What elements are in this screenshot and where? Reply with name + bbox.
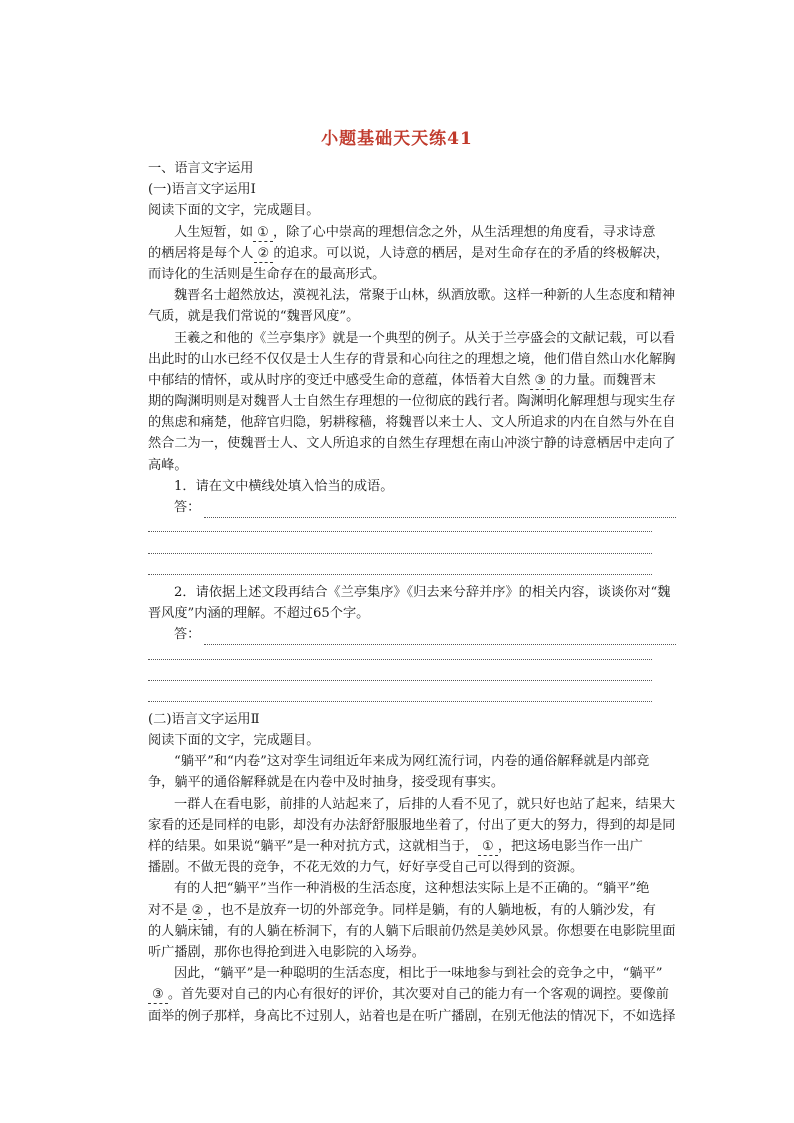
blank-1[interactable]: ①: [253, 225, 273, 242]
blank-2[interactable]: ②: [254, 246, 274, 263]
blank-3[interactable]: ③: [148, 987, 168, 1004]
document-body: [148, 158, 676, 1027]
section-heading: 一、语言文字运用: [148, 161, 254, 176]
question-2: 2．请依据上述文段再结合《兰亭集序》《归去来兮辞并序》的相关内容，谈谈你对“魏: [174, 584, 671, 600]
paragraph-line: ③ 。首先要对自己的内心有很好的评价，其次要对自己的能力有一个客观的调控。要像前: [148, 984, 676, 1005]
paragraph-line: 的焦虑和痛楚，他辞官归隐，躬耕稼穑，将魏晋以来士人、文人所追求的内在自然与外在自: [148, 415, 676, 431]
paragraph-line: 期的陶渊明则是对魏晋人士自然生存理想的一位彻底的践行者。陶渊明化解理想与现实生存: [148, 394, 676, 410]
paragraph-line: 对不是 ② ，也不是放弃一切的外部竞争。同样是躺，有的人躺地板，有的人躺沙发，有: [148, 902, 656, 918]
question-1: 1．请在文中横线处填入恰当的成语。: [174, 478, 394, 494]
paragraph-line: 王羲之和他的《兰亭集序》就是一个典型的例子。从关于兰亭盛会的文献记载，可以看: [174, 330, 676, 346]
paragraph-line: 样的结果。如果说“躺平”是一种对抗方式，这就相当于， ① ，把这场电影当作一出广: [148, 839, 643, 854]
answer-line[interactable]: [148, 518, 676, 539]
instruction-1: 阅读下面的文字，完成题目。: [148, 203, 320, 219]
paragraph-line: 家看的还是同样的电影，却没有办法舒舒服服地坐着了，付出了更大的努力，得到的却是同: [148, 817, 676, 833]
paragraph-line: 因此，“躺平”是一种聪明的生活态度，相比于一味地参与到社会的竞争之中，“躺平”: [174, 966, 663, 982]
paragraph-line: 中郁结的情怀，或从时序的变迁中感受生命的意蕴，体悟着大自然 ③ 的力量。而魏晋末: [148, 372, 656, 388]
paragraph-line: 的人躺床铺，有的人躺在桥洞下，有的人躺下后眼前仍然是美妙风景。你想要在电影院里面: [148, 923, 676, 939]
paragraph-line: 一群人在看电影，前排的人站起来了，后排的人看不见了，就只好也站了起来，结果大: [174, 796, 676, 812]
page-title: 小题基础天天练41: [321, 129, 473, 149]
part1-heading: (一)语言文字运用Ⅰ: [148, 182, 256, 198]
paragraph-line: 高峰。: [148, 457, 188, 473]
paragraph-line: 的栖居将是每个人 ② 的追求。可以说，人诗意的栖居，是对生命存在的矛盾的终极解决，: [148, 245, 669, 261]
answer-field-1[interactable]: [148, 497, 676, 518]
answer-field-2[interactable]: [148, 624, 676, 645]
paragraph-line: 然合二为一，使魏晋士人、文人所追求的自然生存理想在南山冲淡宁静的诗意栖居中走向了: [148, 436, 676, 452]
paragraph-line: 听广播剧，那你也得抢到进入电影院的入场券。: [148, 944, 425, 960]
paragraph-line: “躺平”和“内卷”这对孪生词组近年来成为网红流行词，内卷的通俗解释就是内部竞: [174, 754, 650, 770]
answer-label: 答：: [174, 499, 201, 515]
paragraph-line: 人生短暂，如 ① ，除了心中崇高的理想信念之外，从生活理想的角度看，寻求诗意: [174, 224, 656, 240]
paragraph-line: 而诗化的生活则是生命存在的最高形式。: [148, 266, 386, 282]
answer-line[interactable]: [204, 632, 676, 645]
paragraph-line: 魏晋名士超然放达，漠视礼法，常聚于山林，纵酒放歌。这样一种新的人生态度和精神: [174, 288, 676, 304]
blank-1[interactable]: ①: [478, 839, 498, 856]
answer-line[interactable]: [148, 645, 676, 666]
blank-2[interactable]: ②: [188, 903, 208, 920]
question-2-cont: 晋风度”内涵的理解。不超过65个字。: [148, 605, 370, 621]
answer-line[interactable]: [148, 667, 676, 688]
answer-line[interactable]: [148, 688, 676, 709]
blank-3[interactable]: ③: [530, 373, 550, 390]
paragraph-line: 争，躺平的通俗解释就是在内卷中及时抽身，接受现有事实。: [148, 775, 505, 791]
part2-heading: (二)语言文字运用Ⅱ: [148, 711, 260, 727]
answer-line[interactable]: [148, 561, 676, 582]
paragraph-line: 播剧。不做无畏的竞争，不花无效的力气，好好享受自己可以得到的资源。: [148, 860, 584, 876]
instruction-2: 阅读下面的文字，完成题目。: [148, 733, 320, 749]
paragraph-line: 气质，就是我们常说的“魏晋风度”。: [148, 309, 360, 325]
paragraph-line: 出此时的山水已经不仅仅是士人生存的背景和心向往之的理想之境，他们借自然山水化解胸: [148, 351, 676, 367]
paragraph-line: 面举的例子那样，身高比不过别人，站着也是在听广播剧，在别无他法的情况下，不如选择: [148, 1008, 676, 1024]
paragraph-line: 有的人把“躺平”当作一种消极的生活态度，这种想法实际上是不正确的。“躺平”绝: [174, 881, 650, 897]
answer-line[interactable]: [204, 505, 676, 518]
answer-label: 答：: [174, 627, 201, 643]
answer-line[interactable]: [148, 539, 676, 560]
